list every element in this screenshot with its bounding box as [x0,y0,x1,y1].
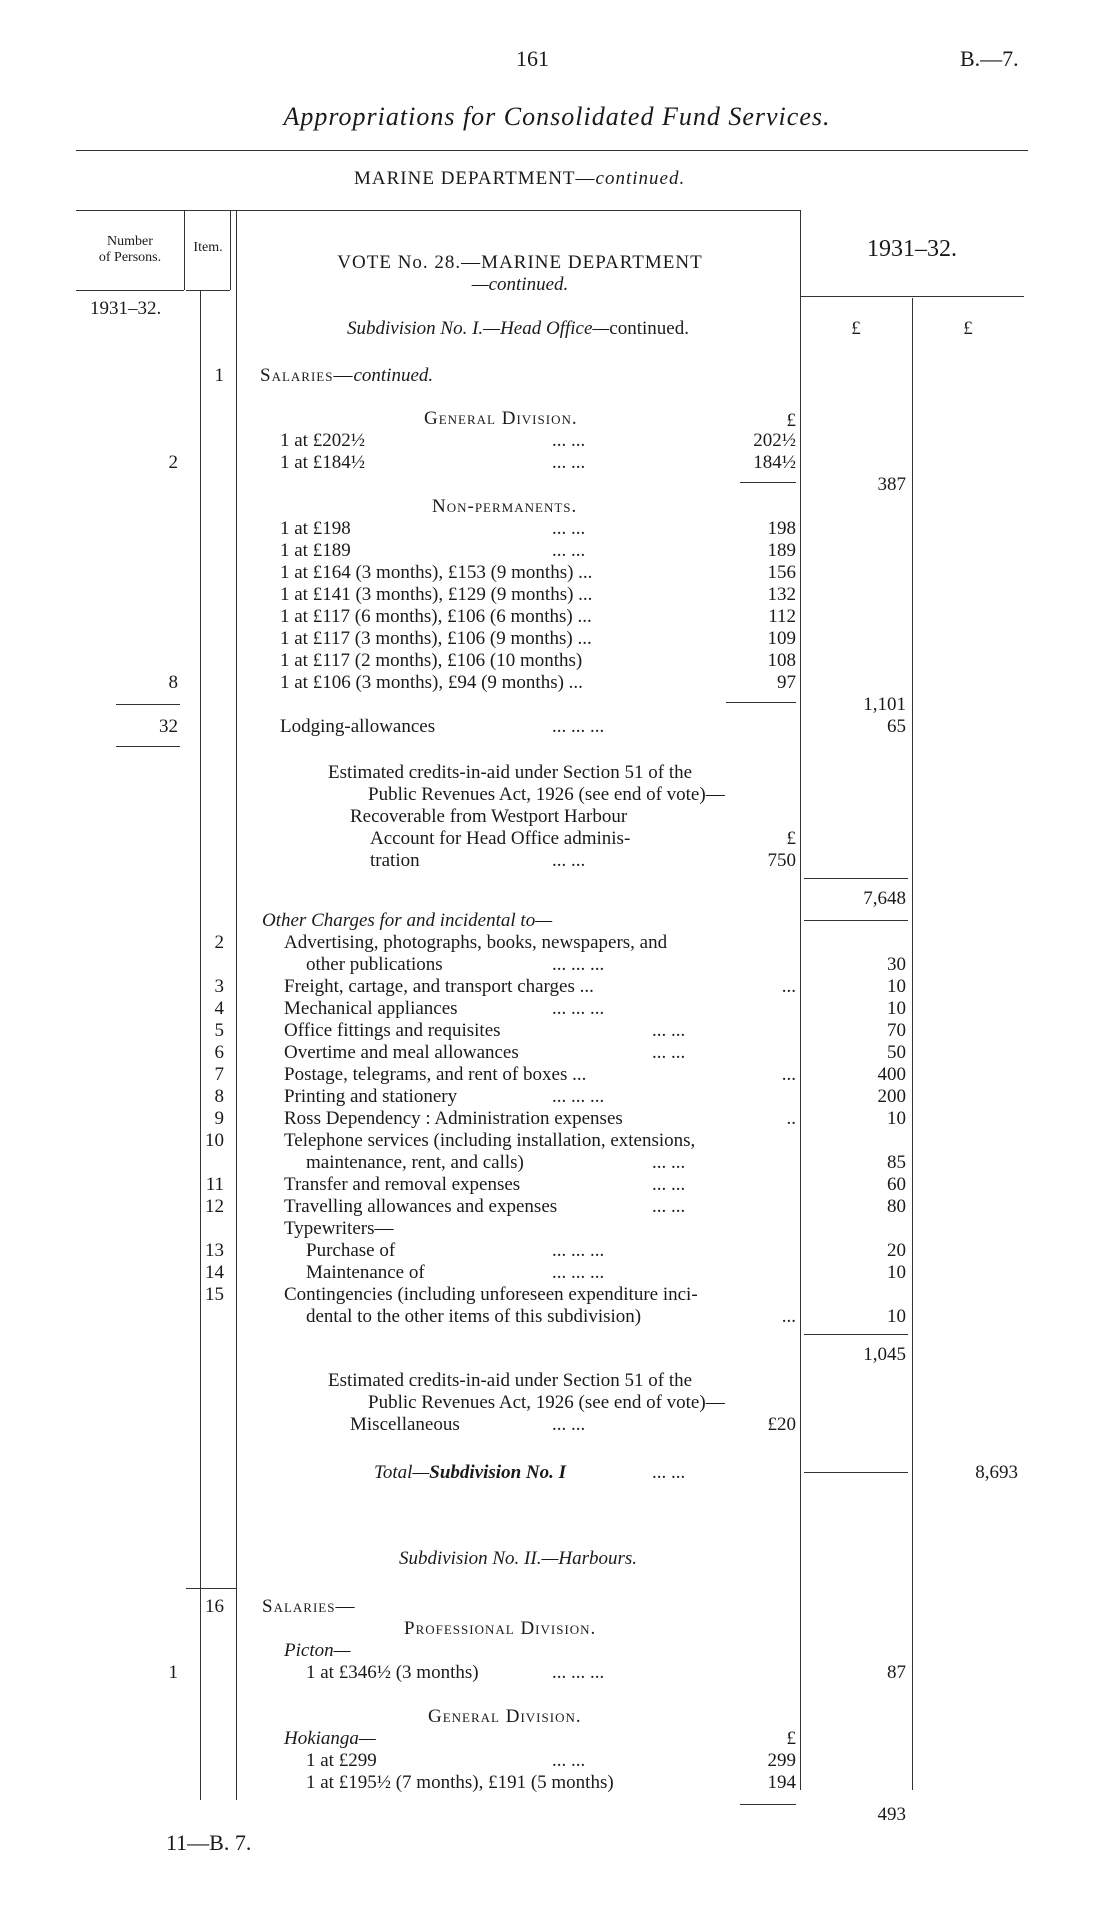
leader-dots: ... ... ... [552,1240,605,1261]
leader-dots: .. [786,1108,796,1129]
persons-count: 2 [168,452,178,473]
credits-in-aid-line: Estimated credits-in-aid under Section 51 of the [328,1370,693,1391]
credit-amount: 750 [767,850,796,871]
page-footer: 11—B. 7. [166,1830,252,1855]
pound-sign: £ [786,1728,796,1749]
credits-in-aid-line: Estimated credits-in-aid under Section 51 of the [328,762,693,783]
charge-label: Telephone services (including installation, extensions, [284,1130,696,1151]
general-division-total: 387 [877,474,906,495]
credits-in-aid-line: Public Revenues Act, 1926 (see end of vote)— [368,784,725,805]
charge-amount: 200 [877,1086,906,1107]
credits-in-aid-line: Miscellaneous [350,1414,460,1435]
salary-amount: 112 [768,606,796,627]
persons-header-rule [76,290,184,291]
non-permanents-heading: Non-permanents. [432,496,578,517]
charge-label: Purchase of [306,1240,396,1261]
pound-sign: £ [786,410,796,431]
year-column-header: 1931–32. [867,236,957,262]
subdivision-2-heading: Subdivision No. II.—Harbours. [398,1548,638,1569]
page-number: 161 [516,46,549,71]
leader-dots: ... ... [552,1414,586,1435]
item-number: 5 [214,1020,224,1041]
subdivision-1-total: 8,693 [975,1462,1018,1483]
item-number: 6 [214,1042,224,1063]
salaries-total: 7,648 [863,888,906,909]
salary-row: 1 at £117 (2 months), £106 (10 months) [280,650,583,671]
credits-in-aid-line: Public Revenues Act, 1926 (see end of vote)— [368,1392,725,1413]
item-number: 13 [205,1240,224,1261]
salary-row: 1 at £346½ (3 months) [306,1662,479,1683]
lodging-amount: 65 [887,716,906,737]
leader-dots: ... ... [552,540,586,561]
leader-dots: ... ... [552,1750,586,1771]
salaries-heading: Salaries—continued. [260,365,434,386]
vote-continued: —continued. [471,274,569,295]
leader-dots: ... ... ... [552,1086,605,1107]
item-number: 10 [205,1130,224,1151]
charge-amount: 400 [877,1064,906,1085]
leader-dots: ... ... [552,452,586,473]
pound-sign-column-2: £ [963,318,973,339]
charge-label: Contingencies (including unforeseen expenditure inci- [284,1284,698,1305]
running-head: Appropriations for Consolidated Fund Services. [283,102,831,131]
leader-dots: ... [781,1306,796,1327]
persons-year-label: 1931–32. [90,298,162,319]
charge-amount: 20 [887,1240,906,1261]
charge-amount: 10 [887,1262,906,1283]
salaries-heading: Salaries— [262,1596,356,1617]
hokianga-label: Hokianga— [284,1728,376,1749]
item-number: 9 [214,1108,224,1129]
other-charges-heading: Other Charges for and incidental to— [262,910,553,931]
salary-amount: 299 [767,1750,796,1771]
item-number: 12 [205,1196,224,1217]
leader-dots: ... ... ... [552,716,605,737]
salary-amount: 202½ [753,430,796,451]
persons-column-header: Number of Persons. [98,234,162,265]
pound-sign: £ [786,828,796,849]
total-rule [804,1472,908,1473]
item-number: 11 [205,1174,224,1195]
charge-label: Ross Dependency : Administration expenses [284,1108,623,1129]
charge-label: other publications [306,954,443,975]
leader-dots: ... ... ... [552,998,605,1019]
item-number: 1 [214,365,224,386]
charge-amount: 60 [887,1174,906,1195]
leader-dots: ... [781,976,796,997]
salary-amount: 194 [767,1772,796,1793]
amount-column-divider [912,298,913,1790]
item-number: 8 [214,1086,224,1107]
total-rule [804,1334,908,1335]
leader-dots: ... ... ... [552,1662,605,1683]
charge-amount: 10 [887,1108,906,1129]
persons-count: 8 [168,672,178,693]
leader-dots: ... ... [652,1020,686,1041]
professional-division-heading: Professional Division. [404,1618,597,1639]
item-number: 7 [214,1064,224,1085]
salary-row: 1 at £202½ [280,430,365,451]
charge-label: dental to the other items of this subdivision) [306,1306,642,1327]
year-header-rule [800,296,1024,297]
other-charges-total: 1,045 [863,1344,906,1365]
item-divider [230,210,231,290]
salary-row: 1 at £299 [306,1750,377,1771]
salary-row: 1 at £117 (6 months), £106 (6 months) ... [280,606,592,627]
salary-amount: 189 [767,540,796,561]
total-rule [804,920,908,921]
charge-amount: 70 [887,1020,906,1041]
item-column-header: Item. [193,240,223,255]
subdivision-1-total-label: Total—Subdivision No. I [374,1462,567,1483]
item-number: 2 [214,932,224,953]
charge-label: Travelling allowances and expenses [284,1196,558,1217]
leader-dots: ... ... [652,1152,686,1173]
charge-label: Maintenance of [306,1262,425,1283]
charge-label: Transfer and removal expenses [284,1174,521,1195]
charge-label: Advertising, photographs, books, newspapers, and [284,932,668,953]
salary-amount: 132 [767,584,796,605]
item-number: 3 [214,976,224,997]
charge-label: Office fittings and requisites [284,1020,501,1041]
leader-dots: ... ... [552,518,586,539]
charge-label: Freight, cartage, and transport charges ... [284,976,594,997]
item-number: 4 [214,998,224,1019]
lodging-allowances-label: Lodging-allowances [280,716,436,737]
subtotal-rule [740,482,796,483]
leader-dots: ... ... ... [552,954,605,975]
header-rule [76,150,1028,151]
persons-total-rule [116,746,180,747]
persons-count: 1 [168,1662,178,1683]
general-division-heading: General Division. [428,1706,582,1727]
charge-amount: 50 [887,1042,906,1063]
salary-amount: 184½ [753,452,796,473]
leader-dots: ... [781,1064,796,1085]
subdivision-1-heading: Subdivision No. I.—Head Office—continued. [347,318,689,339]
document-reference: B.—7. [960,46,1019,71]
credits-in-aid-line: tration [370,850,420,871]
leader-dots: ... ... ... [552,1262,605,1283]
charge-label: maintenance, rent, and calls) [306,1152,524,1173]
charge-label: Postage, telegrams, and rent of boxes ... [284,1064,587,1085]
item-header-rule [186,290,230,291]
subtotal-rule [726,702,796,703]
salary-amount: 156 [767,562,796,583]
item-number: 14 [205,1262,224,1283]
charge-amount: 30 [887,954,906,975]
salary-row: 1 at £184½ [280,452,365,473]
salary-row: 1 at £195½ (7 months), £191 (5 months) [306,1772,614,1793]
persons-total-rule [116,704,180,705]
pound-sign-column-1: £ [851,318,861,339]
charge-label: Overtime and meal allowances [284,1042,519,1063]
leader-dots: ... ... [652,1462,686,1483]
general-division-heading: General Division. [424,408,578,429]
salary-row: 1 at £106 (3 months), £94 (9 months) ... [280,672,583,693]
item-number: 15 [205,1284,224,1305]
charge-label: Mechanical appliances [284,998,458,1019]
persons-divider [184,210,185,290]
leader-dots: ... ... [552,850,586,871]
salary-amount: 97 [777,672,796,693]
credits-in-aid-line: Recoverable from Westport Harbour [350,806,628,827]
department-title: MARINE DEPARTMENT—continued. [354,168,686,189]
leader-dots: ... ... [652,1196,686,1217]
subtotal-rule [740,1804,796,1805]
salary-amount: 198 [767,518,796,539]
charge-amount: 10 [887,1306,906,1327]
charge-amount: 10 [887,998,906,1019]
salary-row: 1 at £141 (3 months), £129 (9 months) ... [280,584,593,605]
total-rule [804,878,908,879]
salary-row: 1 at £189 [280,540,351,561]
credits-in-aid-line: Account for Head Office adminis- [370,828,631,849]
item-top-rule [186,1588,236,1589]
charge-amount: 80 [887,1196,906,1217]
charge-amount: 10 [887,976,906,997]
leader-dots: ... ... [552,430,586,451]
picton-label: Picton— [284,1640,351,1661]
salary-row: 1 at £164 (3 months), £153 (9 months) ... [280,562,593,583]
picton-amount: 87 [887,1662,906,1683]
persons-total: 32 [159,716,178,737]
credit-amount: £20 [767,1414,796,1435]
non-permanents-total: 1,101 [863,694,906,715]
salary-amount: 108 [767,650,796,671]
leader-dots: ... ... [652,1174,686,1195]
leader-dots: ... ... [652,1042,686,1063]
typewriters-label: Typewriters— [284,1218,394,1239]
hokianga-total: 493 [877,1804,906,1825]
salary-amount: 109 [767,628,796,649]
item-number: 16 [205,1596,224,1617]
vote-title: VOTE No. 28.—MARINE DEPARTMENT [337,252,703,273]
charge-label: Printing and stationery [284,1086,458,1107]
charge-amount: 85 [887,1152,906,1173]
salary-row: 1 at £198 [280,518,351,539]
salary-row: 1 at £117 (3 months), £106 (9 months) ... [280,628,592,649]
